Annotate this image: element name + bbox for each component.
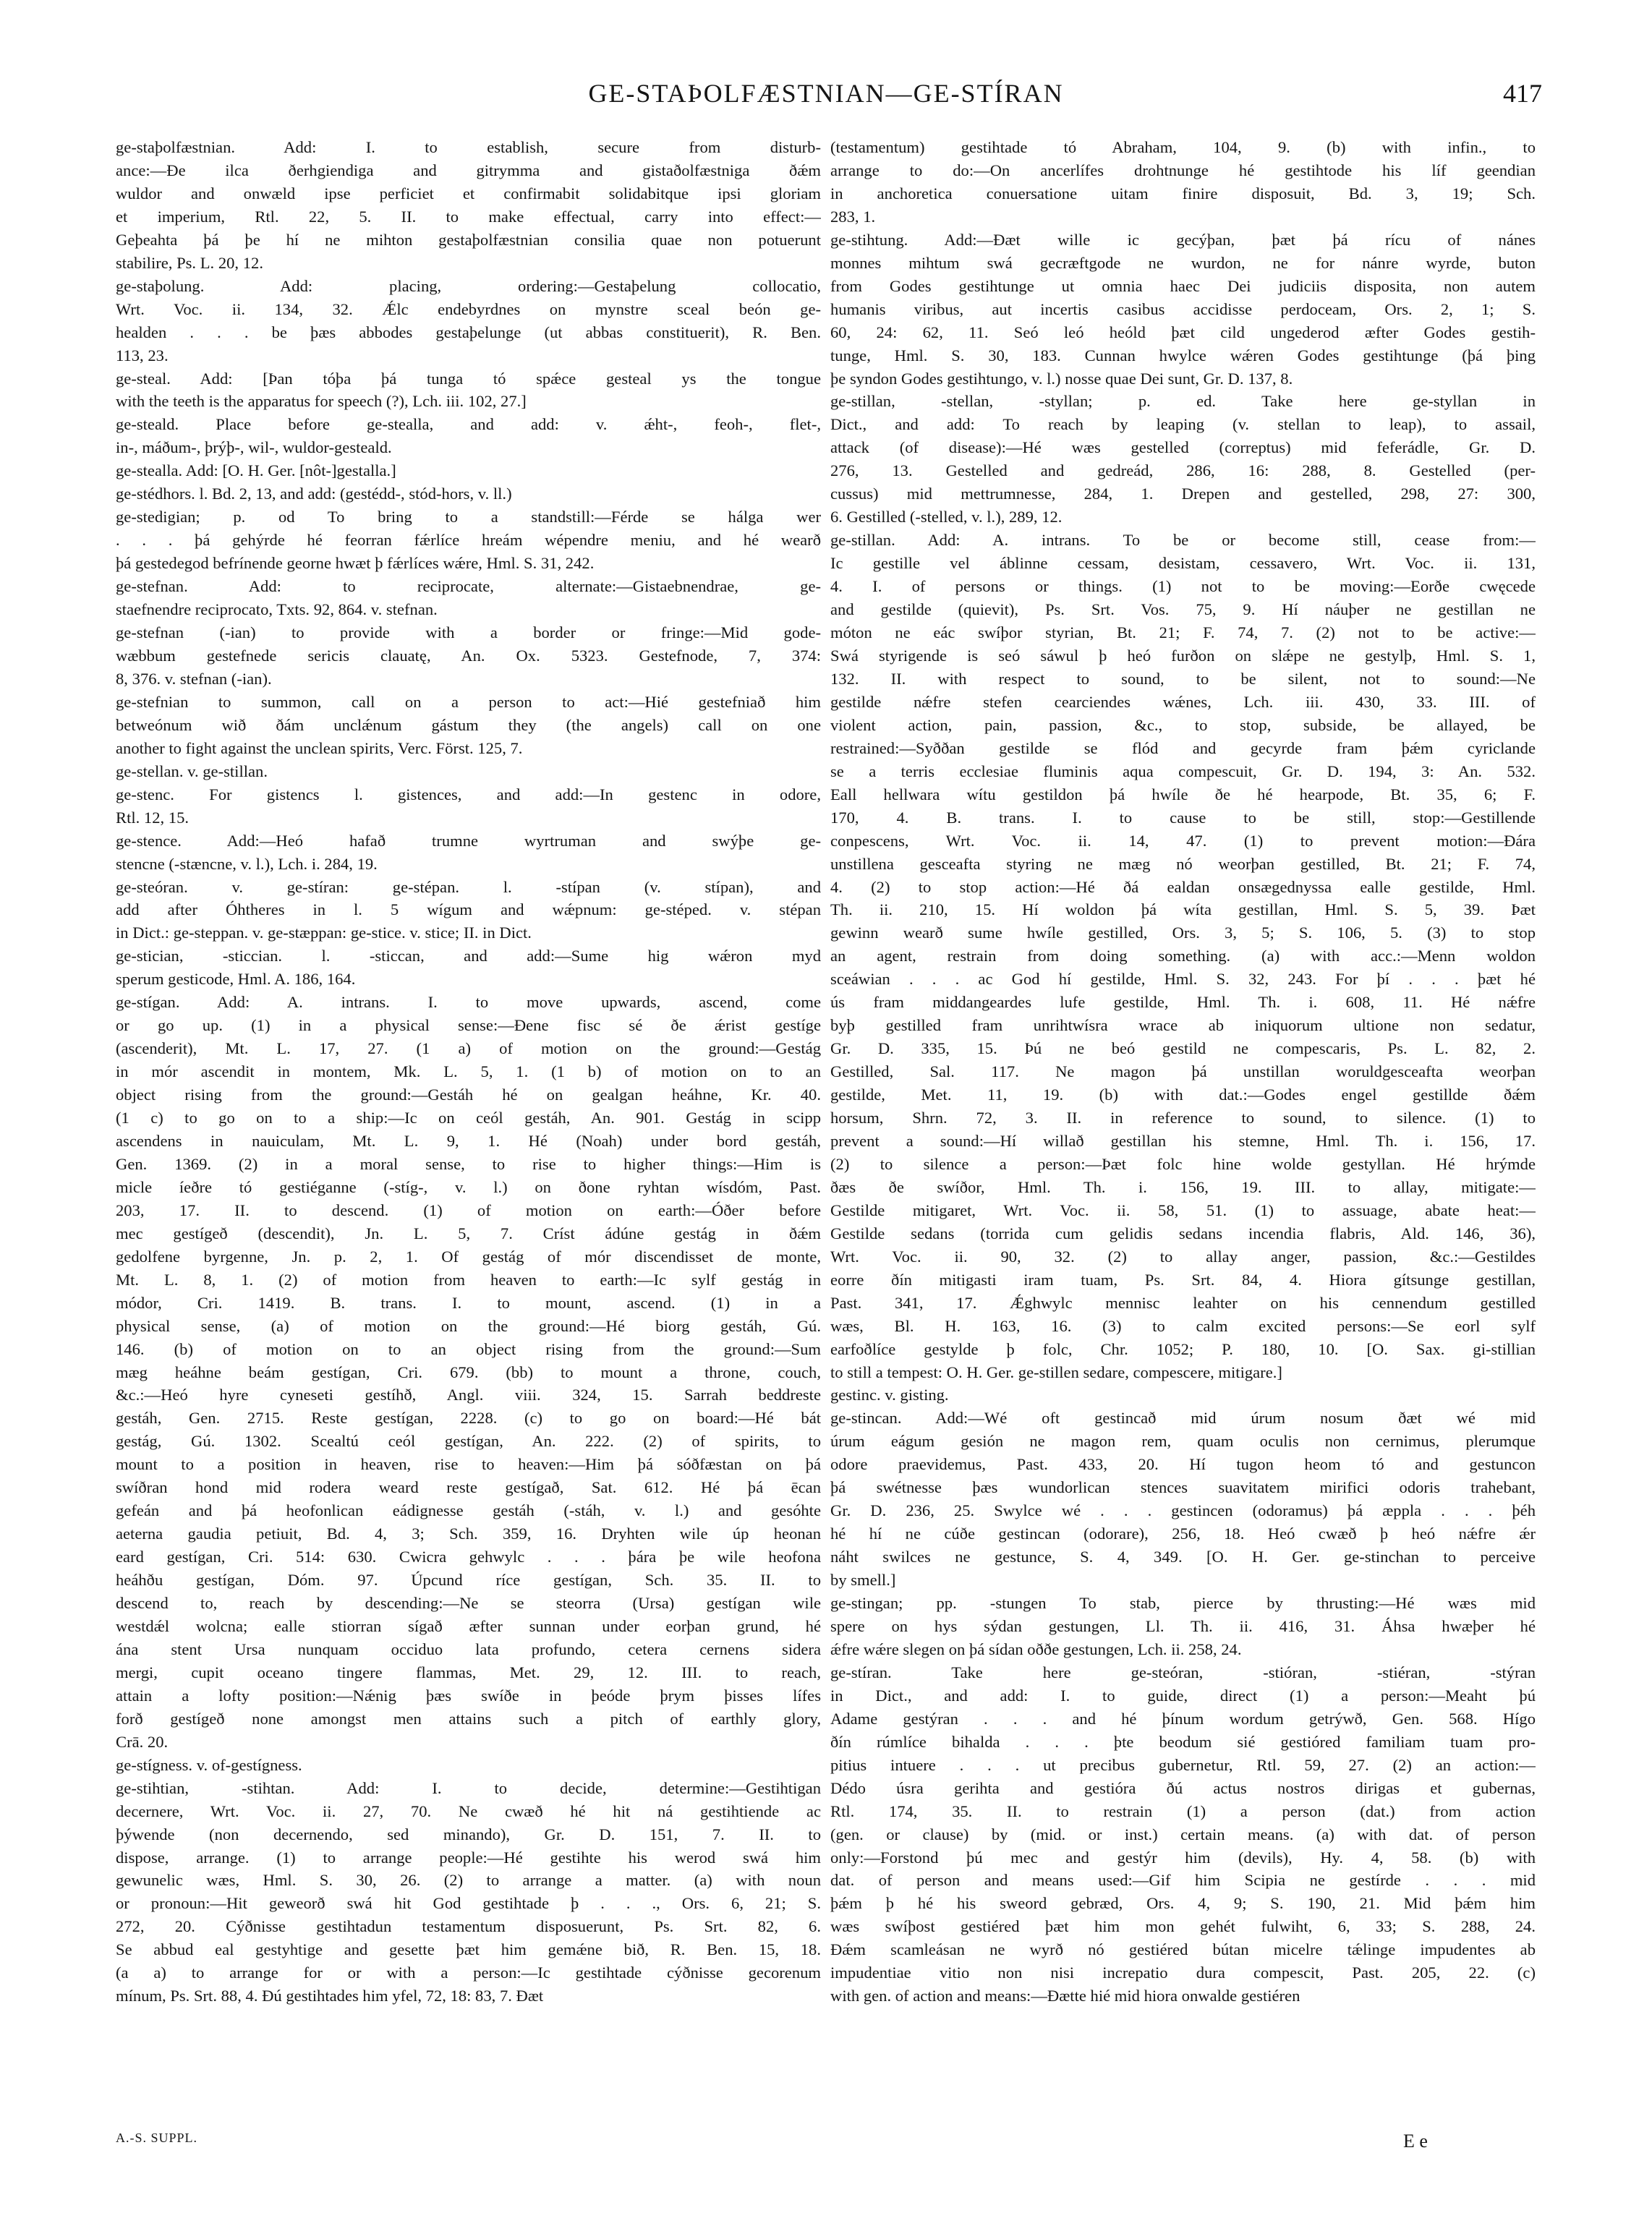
text-line: náht swilces ne gestunce, S. 4, 349. [O. H. Ger. ge-stinchan to perceive [830, 1548, 1536, 1566]
text-line: humanis viribus, aut incertis casibus accidisse perdoceam, Ors. 2, 1; S. [830, 299, 1536, 318]
text-line: gestáh, Gen. 2715. Reste gestígan, 2228. (c) to go on board:—Hé bát [116, 1409, 821, 1428]
text-line: (gen. or clause) by (mid. or inst.) certain means. (a) with dat. of person [830, 1825, 1536, 1843]
text-line: ǽfre wǽre slegen on þá sídan oððe gestungen, Lch. ii. 258, 24. [830, 1640, 1242, 1658]
text-line: only:—Forstond þú mec and gestýr him (devils), Hy. 4, 58. (b) with [830, 1848, 1536, 1867]
text-line: wæs, Bl. H. 163, 16. (3) to calm excited persons:—Se eorl sylf [830, 1316, 1536, 1335]
text-line: 170, 4. B. trans. I. to cause to be still, stop:—Gestillende [830, 808, 1536, 827]
text-line: 4. (2) to stop action:—Hé ðá ealdan onsægednyssa ealle gestilde, Hml. [830, 877, 1536, 896]
text-line: Geþeahta þá þe hí ne mihton gestaþolfæstnian consilia quae non potuerunt [116, 230, 821, 249]
text-line: Gr. D. 236, 25. Swylce wé . . . gestincen (odoramus) þá æppla . . . þéh [830, 1501, 1536, 1520]
text-line: Gestilde sedans (torrida cum gelidis sedans incendia flabris, Ald. 146, 36), [830, 1224, 1536, 1242]
text-line: add after Óhtheres in l. 5 wígum and wǽpnum: ge-stéped. v. stépan [116, 900, 821, 919]
text-line: decernere, Wrt. Voc. ii. 27, 70. Ne cwæð hé hit ná gestihtiende ac [116, 1801, 821, 1820]
text-line: staefnendre reciprocato, Txts. 92, 864. v. stefnan. [116, 600, 438, 619]
text-line: se a terris ecclesiae fluminis aqua compescuit, Gr. D. 194, 3: An. 532. [830, 762, 1536, 780]
text-line: Gestilde mitigaret, Wrt. Voc. ii. 58, 51. (1) to assuage, abate heat:— [830, 1201, 1536, 1219]
text-line: eorre ðín mitigasti iram tuam, Ps. Srt. 84, 4. Hiora gítsunge gestillan, [830, 1270, 1536, 1289]
text-line: in-, máðum-, þrýþ-, wil-, wuldor-gesteald. [116, 438, 392, 457]
text-line: ge-stellan. v. ge-stillan. [116, 762, 268, 780]
text-line: wæbbum gestefnede sericis clauatę, An. Ox. 5323. Gestefnode, 7, 374: [116, 646, 821, 665]
text-line: in anchoretica conuersatione uitam finire disposuit, Bd. 3, 19; Sch. [830, 184, 1536, 202]
text-line: monnes mihtum swá gecræftgode ne wurdon, ne for nánre wyrde, buton [830, 253, 1536, 272]
text-line: attack (of disease):—Hé wæs gestelled (correptus) mid feferádle, Gr. D. [830, 438, 1536, 457]
text-line: &c.:—Heó hyre cyneseti gestíhð, Angl. viii. 324, 15. Sarrah beddreste [116, 1386, 821, 1404]
text-line: et imperium, Rtl. 22, 5. II. to make effectual, carry into effect:— [116, 207, 821, 226]
text-line: ge-stillan, -stellan, -styllan; p. ed. Take here ge-styllan in [830, 392, 1536, 411]
text-line: ána stent Ursa nunquam occiduo lata profundo, cetera cernens sidera [116, 1640, 821, 1658]
text-line: in Dict., and add: I. to guide, direct (1) a person:—Meaht þú [830, 1686, 1536, 1705]
text-line: 276, 13. Gestelled and gedreád, 286, 16: 288, 8. Gestelled (per- [830, 461, 1536, 480]
text-line: ge-stingan; pp. -stungen To stab, pierce by thrusting:—Hé wæs mid [830, 1594, 1536, 1613]
text-line: dispose, arrange. (1) to arrange people:—Hé gestihte his werod swá him [116, 1848, 821, 1867]
text-line: Dict., and add: To reach by leaping (v. stellan to leap), to assail, [830, 415, 1536, 434]
text-line: arrange to do:—On ancerlífes drohtnunge hé gestihtode his líf geendian [830, 161, 1536, 179]
text-line: ge-stillan. Add: A. intrans. To be or become still, cease from:— [830, 531, 1536, 550]
text-line: gefeán and þá heofonlican eádignesse gestáh (-stáh, v. l.) and gesóhte [116, 1501, 821, 1520]
text-line: ge-stígness. v. of-gestígness. [116, 1755, 302, 1774]
text-line: ascendens in nauiculam, Mt. L. 9, 1. Hé (Noah) under bord gestáh, [116, 1131, 821, 1150]
text-line: ge-stefnian to summon, call on a person to act:—Hié gestefniað him [116, 692, 821, 711]
text-line: ge-steóran. v. ge-stíran: ge-stépan. l. -stípan (v. stípan), and [116, 877, 821, 896]
text-line: Se abbud eal gestyhtige and gesette þæt him gemǽne bið, R. Ben. 15, 18. [116, 1940, 821, 1959]
text-line: mergi, cupit oceano tingere flammas, Met. 29, 12. III. to reach, [116, 1663, 821, 1681]
text-line: descend to, reach by descending:—Ne se steorra (Ursa) gestígan wile [116, 1594, 821, 1613]
text-line: (a a) to arrange for or with a person:—Ic gestihtade cýðnisse gecorenum [116, 1963, 821, 1982]
text-line: ge-stédhors. l. Bd. 2, 13, and add: (gestédd-, stód-hors, v. ll.) [116, 485, 512, 503]
text-line: ance:—Ðe ilca ðerhgiendiga and gitrymma and gistaðolfæstniga ðǽm [116, 161, 821, 179]
text-line: ge-stefnan. Add: to reciprocate, alternate:—Gistaebnendrae, ge- [116, 577, 821, 596]
text-line: tunge, Hml. S. 30, 183. Cunnan hwylce wǽren Godes gestihtunge (þá þing [830, 346, 1536, 364]
text-line: mínum, Ps. Srt. 88, 4. Ðú gestihtades him yfel, 72, 18: 83, 7. Ðæt [116, 1987, 544, 2005]
text-line: swíðran hond mid rodera weard reste gestígað, Sat. 612. Hé þá ēcan [116, 1478, 821, 1497]
text-line: pitius intuere . . . ut precibus gubernetur, Rtl. 59, 27. (2) an action:— [830, 1755, 1536, 1774]
text-line: . . . þá gehýrde hé feorran fǽrlíce hreám wépendre meniu, and hé wearð [116, 531, 821, 550]
text-line: ge-steal. Add: [Þan tóþa þá tunga tó spǽce gesteal ys the tongue [116, 369, 821, 388]
text-line: violent action, pain, passion, &c., to stop, subside, be allayed, be [830, 715, 1536, 734]
text-line: ús fram middangeardes lufe gestilde, Hml. Th. i. 608, 11. Hé nǽfre [830, 993, 1536, 1012]
text-line: physical sense, (a) of motion on the ground:—Hé biorg gestáh, Gú. [116, 1316, 821, 1335]
text-line: Mt. L. 8, 1. (2) of motion from heaven to earth:—Ic sylf gestág in [116, 1270, 821, 1289]
text-line: healden . . . be þæs abbodes gestaþelunge (ut abbas constituerit), R. Ben. [116, 323, 821, 341]
text-line: sceáwian . . . ac God hí gestilde, Hml. S. 32, 243. For þí . . . þæt hé [830, 970, 1536, 989]
text-line: horsum, Shrn. 72, 3. II. in reference to sound, to silence. (1) to [830, 1109, 1536, 1127]
text-line: Rtl. 174, 35. II. to restrain (1) a person (dat.) from action [830, 1801, 1536, 1820]
running-head: GE-STAÞOLFÆSTNIAN—GE-STÍRAN [588, 79, 1064, 108]
text-line: úrum eágum gesión ne magon rem, quam oculis non cernimus, plerumque [830, 1432, 1536, 1451]
text-line: mæg heáhne beám gestígan, Cri. 679. (bb) to mount a throne, couch, [116, 1363, 821, 1381]
text-line: Ic gestille vel áblinne cessam, desistam, cessavero, Wrt. Voc. ii. 131, [830, 554, 1536, 573]
text-line: ge-stence. Add:—Heó hafað trumne wyrtruman and swýþe ge- [116, 831, 821, 850]
text-line: gewunelic wæs, Hml. S. 30, 26. (2) to arrange a matter. (a) with noun [116, 1871, 821, 1890]
text-line: from Godes gestihtunge ut omnia haec Dei judiciis disposita, non autem [830, 276, 1536, 295]
text-line: 113, 23. [116, 346, 169, 364]
text-line: Gen. 1369. (2) in a moral sense, to rise to higher things:—Him is [116, 1154, 821, 1173]
text-line: to still a tempest: O. H. Ger. ge-stillen sedare, compescere, mitigare.] [830, 1363, 1282, 1381]
text-line: dat. of person and means used:—Gif him Scipia ne gestírde . . . mid [830, 1871, 1536, 1890]
text-line: earfoðlíce gestylde þ folc, Chr. 1052; P. 180, 10. [O. Sax. gi-stillian [830, 1339, 1536, 1358]
text-line: þe syndon Godes gestihtungo, v. l.) nosse quae Dei sunt, Gr. D. 137, 8. [830, 369, 1293, 388]
left-column [116, 136, 821, 2008]
text-line: wæs swíþost gestiéred þæt him mon gehét fulwiht, 6, 33; S. 288, 24. [830, 1917, 1536, 1936]
text-line: Th. ii. 210, 15. Hí woldon þá wíta gestillan, Hml. S. 5, 39. Þæt [830, 900, 1536, 919]
text-line: impudentiae vitio non nisi increpatio dura compescit, Past. 205, 22. (c) [830, 1963, 1536, 1982]
text-line: unstillena gesceafta styring ne mæg nó weorþan gestilled, Bt. 21; F. 74, [830, 854, 1536, 873]
text-line: odore praevidemus, Past. 433, 20. Hí tugon heom tó and gestuncon [830, 1455, 1536, 1474]
text-line: þýwende (non decernendo, sed minando), Gr. D. 151, 7. II. to [116, 1825, 821, 1843]
text-line: Eall hellwara wítu gestildon þá hwíle ðe hé hearpode, Bt. 35, 6; F. [830, 785, 1536, 803]
text-line: ge-stíran. Take here ge-steóran, -stióran, -stiéran, -stýran [830, 1663, 1536, 1681]
text-line: gestág, Gú. 1302. Scealtú ceól gestígan, An. 222. (2) of spirits, to [116, 1432, 821, 1451]
text-line: 146. (b) of motion on to an object rising from the ground:—Sum [116, 1339, 821, 1358]
text-line: 60, 24: 62, 11. Seó leó heóld þæt cild ungederod æfter Godes gestih- [830, 323, 1536, 341]
text-line: in Dict.: ge-steppan. v. ge-stæppan: ge-stice. v. stice; II. in Dict. [116, 924, 532, 942]
text-line: Ðǽm scamleásan ne wyrð nó gestiéred bútan micelre tǽlinge impudentes ab [830, 1940, 1536, 1959]
text-line: ge-stenc. For gistencs l. gistences, and add:—In gestenc in odore, [116, 785, 821, 803]
text-line: forð gestígeð none amongst men attains such a pitch of earthly glory, [116, 1709, 821, 1728]
page-header [0, 78, 1652, 124]
text-line: módor, Cri. 1419. B. trans. I. to mount, ascend. (1) in a [116, 1293, 821, 1312]
text-line: another to fight against the unclean spirits, Verc. Först. 125, 7. [116, 738, 523, 757]
text-line: with the teeth is the apparatus for speech (?), Lch. iii. 102, 27.] [116, 392, 527, 411]
text-line: gewinn wearð sume hwíle gestilled, Ors. 3, 5; S. 106, 5. (3) to stop [830, 924, 1536, 942]
text-line: 132. II. with respect to sound, to be silent, not to sound:—Ne [830, 669, 1536, 688]
text-line: (1 c) to go on to a ship:—Ic on ceól gestáh, An. 901. Gestág in scipp [116, 1109, 821, 1127]
text-line: or pronoun:—Hit geweorð swá hit God gestihtade þ . . ., Ors. 6, 21; S. [116, 1894, 821, 1913]
text-line: þá gestedegod befrínende georne hwæt þ fǽrlíces wǽre, Hml. S. 31, 242. [116, 554, 595, 573]
text-line: Gr. D. 335, 15. Þú ne beó gestild ne compescaris, Ps. L. 82, 2. [830, 1039, 1536, 1058]
text-line: an agent, restrain from doing something. (a) with acc.:—Menn woldon [830, 947, 1536, 965]
text-line: 283, 1. [830, 207, 876, 226]
text-line: ge-stígan. Add: A. intrans. I. to move upwards, ascend, come [116, 993, 821, 1012]
text-line: mec gestígeð (descendit), Jn. L. 5, 7. Críst ádúne gestág in ðǽm [116, 1224, 821, 1242]
text-line: Gestilled, Sal. 117. Ne magon þá unstillan woruldgesceafta weorþan [830, 1062, 1536, 1081]
text-line: mount to a position in heaven, rise to heaven:—Him þá sóðfæstan on þá [116, 1455, 821, 1474]
text-line: þǽm þ hé his sweord gebræd, Ors. 4, 9; S. 190, 21. Mid þǽm him [830, 1894, 1536, 1913]
text-line: micle íeðre tó gestiéganne (-stíg-, v. l.) on ðone ryhtan wísdóm, Past. [116, 1177, 821, 1196]
text-line: westdǽl wolcna; ealle stiorran sígað æfter sunnan under eorþan grund, hé [116, 1617, 821, 1635]
text-line: Adame gestýran . . . and hé þínum wordum getrýwð, Gen. 568. Hígo [830, 1709, 1536, 1728]
text-line: Wrt. Voc. ii. 134, 32. Ǽlc endebyrdnes on mynstre sceal beón ge- [116, 299, 821, 318]
text-line: ge-stihtian, -stihtan. Add: I. to decide, determine:—Gestihtigan [116, 1778, 821, 1797]
text-line: gedolfene byrgenne, Jn. p. 2, 1. Of gestág of mór discendisset de monte, [116, 1247, 821, 1266]
text-line: betweónum wið ðám unclǽnum gástum they (the angels) call on one [116, 715, 821, 734]
text-line: hé hí ne cúðe gestincan (odorare), 256, 18. Heó cwæð þ heó nǽfre ǽr [830, 1525, 1536, 1543]
text-line: restrained:—Syððan gestilde se flód and gecyrde fram þǽm cyriclande [830, 738, 1536, 757]
text-line: ge-stihtung. Add:—Ðæt wille ic gecýþan, þæt þá rícu of nánes [830, 230, 1536, 249]
text-line: 4. I. of persons or things. (1) not to be moving:—Eorðe cwęcede [830, 577, 1536, 596]
text-line: sperum gesticode, Hml. A. 186, 164. [116, 970, 356, 989]
text-line: conpescens, Wrt. Voc. ii. 14, 47. (1) to prevent motion:—Ðára [830, 831, 1536, 850]
text-line: gestilde, Met. 11, 19. (b) with dat.:—Godes engel gestillde ðǽm [830, 1086, 1536, 1104]
text-line: gestinc. v. gisting. [830, 1386, 949, 1404]
text-line: 6. Gestilled (-stelled, v. l.), 289, 12. [830, 508, 1063, 526]
text-line: ge-steald. Place before ge-stealla, and add: v. ǽht-, feoh-, flet-, [116, 415, 821, 434]
text-line: 8, 376. v. stefnan (-ian). [116, 669, 272, 688]
text-line: stencne (-stæncne, v. l.), Lch. i. 284, 19. [116, 854, 378, 873]
text-line: Swá styrigende is seó sáwul þ heó furðon on slǽpe ne gestylþ, Hml. S. 1, [830, 646, 1536, 665]
text-line: wuldor and onwæld ipse perficiet et confirmabit solidabitque ipsi gloriam [116, 184, 821, 202]
text-line: with gen. of action and means:—Ðætte hié mid hiora onwalde gestiéren [830, 1987, 1300, 2005]
text-line: byþ gestilled fram unrihtwísra wrace ab iniquorum ultione non sedatur, [830, 1016, 1536, 1035]
text-line: and gestilde (quievit), Ps. Srt. Vos. 75, 9. Hí náuþer ne gestillan ne [830, 600, 1536, 619]
text-line: 203, 17. II. to descend. (1) of motion on earth:—Óðer before [116, 1201, 821, 1219]
text-line: Crā. 20. [116, 1732, 169, 1751]
text-line: stabilire, Ps. L. 20, 12. [116, 253, 263, 272]
text-line: ge-staþolfæstnian. Add: I. to establish, secure from disturb- [116, 138, 821, 156]
text-line: (2) to silence a person:—Þæt folc hine wolde gestyllan. Hé hrýmde [830, 1154, 1536, 1173]
text-line: Rtl. 12, 15. [116, 808, 190, 827]
footer-signature: A.-S. SUPPL. [116, 2131, 198, 2145]
text-line: aeterna gaudia petiuit, Bd. 4, 3; Sch. 359, 16. Dryhten wile úp heonan [116, 1525, 821, 1543]
text-line: 272, 20. Cýðnisse gestihtadun testamentum disposuerunt, Ps. Srt. 82, 6. [116, 1917, 821, 1936]
text-line: ge-stefnan (-ian) to provide with a border or fringe:—Mid gode- [116, 623, 821, 642]
text-line: ge-stician, -sticcian. l. -sticcan, and add:—Sume hig wǽron myd [116, 947, 821, 965]
text-line: ge-stedigian; p. od To bring to a standstill:—Férde se hálga wer [116, 508, 821, 526]
text-line: Dédo úsra gerihta and gestióra ðú actus nostros dirigas et gubernas, [830, 1778, 1536, 1797]
text-line: cussus) mid mettrumnesse, 284, 1. Drepen and gestelled, 298, 27: 300, [830, 485, 1536, 503]
text-line: gestilde nǽfre stefen cearciendes wǽnes, Lch. iii. 430, 33. III. of [830, 692, 1536, 711]
text-line: ðæs ðe swíðor, Hml. Th. i. 156, 19. III. to allay, mitigate:— [830, 1177, 1536, 1196]
text-line: Wrt. Voc. ii. 90, 32. (2) to allay anger, passion, &c.:—Gestildes [830, 1247, 1536, 1266]
text-line: by smell.] [830, 1571, 896, 1590]
text-line: spere on hys sýdan gestungen, Ll. Th. ii. 416, 31. Áhsa hwæþer hé [830, 1617, 1536, 1635]
text-line: (testamentum) gestihtade tó Abraham, 104, 9. (b) with infin., to [830, 138, 1536, 156]
text-line: eard gestígan, Cri. 514: 630. Cwicra gehwylc . . . þára þe wile heofona [116, 1548, 821, 1566]
text-line: or go up. (1) in a physical sense:—Ðene fisc sé ðe ǽrist gestíge [116, 1016, 821, 1035]
text-line: ge-stincan. Add:—Wé oft gestincað mid úrum nosum ðæt wé mid [830, 1409, 1536, 1428]
text-line: heáhðu gestígan, Dóm. 97. Úpcund ríce gestígan, Sch. 35. II. to [116, 1571, 821, 1590]
page-number: 417 [1503, 79, 1542, 108]
text-line: Past. 341, 17. Ǽghwylc mennisc leahter on his cennendum gestilled [830, 1293, 1536, 1312]
text-line: object rising from the ground:—Gestáh hé on gealgan heáhne, Kr. 40. [116, 1086, 821, 1104]
text-line: (ascenderit), Mt. L. 17, 27. (1 a) of motion on the ground:—Gestág [116, 1039, 821, 1058]
text-line: þá swétnesse þæs wundorlican stences suavitatem mirifici odoris trahebant, [830, 1478, 1536, 1497]
text-line: attain a lofty position:—Nǽnig þæs swíðe in þeóde þrym þisses lífes [116, 1686, 821, 1705]
text-line: ge-stealla. Add: [O. H. Ger. [nôt-]gestalla.] [116, 461, 396, 480]
right-column [830, 136, 1536, 2008]
text-line: in mór ascendit in montem, Mk. L. 5, 1. (1 b) of motion on to an [116, 1062, 821, 1081]
gathering-mark: E e [1403, 2131, 1428, 2152]
text-line: móton ne eác swíþor styrian, Bt. 21; F. 74, 7. (2) not to be active:— [830, 623, 1536, 642]
text-line: prevent a sound:—Hí willað gestillan his stemne, Hml. Th. i. 156, 17. [830, 1131, 1536, 1150]
text-line: ge-staþolung. Add: placing, ordering:—Gestaþelung collocatio, [116, 276, 821, 295]
text-line: ðín rúmlíce bihalda . . . þte beodum sié gestióred familiam tuam pro- [830, 1732, 1536, 1751]
